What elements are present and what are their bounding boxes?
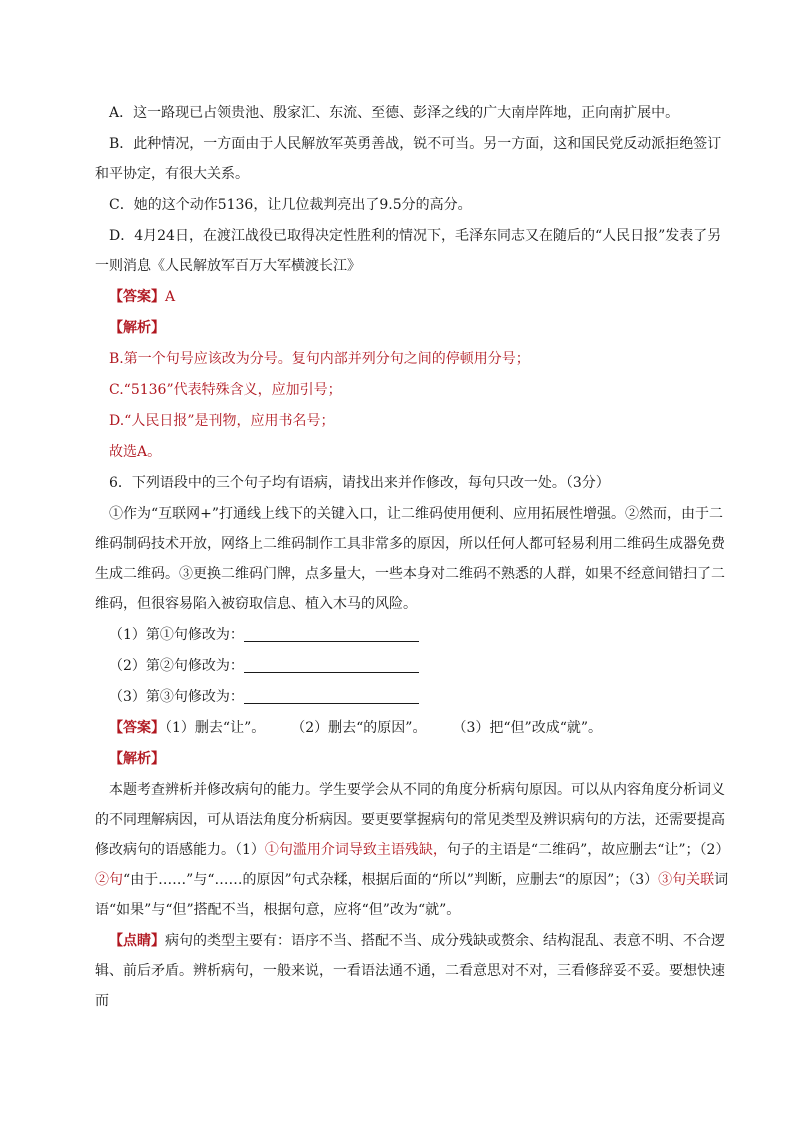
q6-analysis-part3: “由于……”与“……的原因”句式杂糅，根据后面的“所以”判断，应删去“的原因”；（3） [123, 872, 659, 888]
question-6-stem: 6．下列语段中的三个句子均有语病，请找出来并作修改，每句只改一处。（3分） [109, 475, 610, 491]
q6-analysis-part2: 句子的主语是“二维码”，故应删去“让”；（2） [446, 842, 730, 858]
option-a: A．这一路现已占领贵池、殷家汇、东流、至德、彭泽之线的广大南岸阵地，正向南扩展中。 [109, 105, 680, 121]
revision-line-1 [95, 620, 731, 650]
revision-label-2: （2）第②句修改为： [109, 658, 244, 674]
analysis-c: C.“5136”代表特殊含义，应加引号； [109, 382, 342, 398]
q6-analysis-red2: ②句 [95, 872, 123, 888]
q6-answer-label: 【答案】 [109, 720, 165, 736]
analysis-label: 【解析】 [109, 320, 165, 336]
revision-line-3 [95, 682, 731, 712]
q6-analysis-heading [95, 744, 731, 774]
conclusion: 故选A。 [109, 444, 162, 460]
option-c: C．她的这个动作5136，让几位裁判亮出了9.5分的高分。 [109, 197, 472, 213]
answer-blank-2[interactable] [244, 656, 419, 673]
answer-label: 【答案】 [109, 289, 165, 305]
q6-answer-1: （1）删去“让”。 [165, 720, 266, 736]
document-body [95, 98, 731, 1016]
q6-analysis-red3: ③句关联 [658, 872, 715, 888]
q6-answer-3: （3）把“但”改成“就”。 [452, 720, 603, 736]
question-6-passage: ①作为“互联网+”打通线上线下的关键入口，让二维码使用便利、应用拓展性增强。②然而，由于二维码制码技术开放，网络上二维码制作工具非常多的原因，所以任何人都可轻易利用二维码生成器免费生成二维码。③更换二维码门牌，点多量大，一些本身对二维码不熟悉的人群，如果不经意间错扫了二维码，但很容易陷入被窃取信息、植入木马的风险。 [95, 506, 725, 612]
q6-analysis-label: 【解析】 [109, 751, 165, 767]
answer-line [95, 282, 731, 312]
q6-analysis [95, 775, 731, 925]
q6-answer-2: （2）删去“的原因”。 [291, 720, 427, 736]
q6-analysis-red1: ①句滥用介词导致主语残缺， [264, 842, 447, 858]
analysis-d: D.“人民日报”是刊物，应用书名号； [109, 413, 335, 429]
revision-line-2 [95, 651, 731, 681]
analysis-b: B.第一个句号应该改为分号。复句内部并列分句之间的停顿用分号； [109, 351, 530, 367]
q6-answer-line [95, 713, 731, 743]
q6-analysis-part4: 词语“如果”与“但”搭配不当，根据句意，应将“但”改为“就”。 [95, 872, 729, 918]
option-b: B．此种情况，一方面由于人民解放军英勇善战，锐不可当。另一方面，这和国民党反动派拒绝签订和平协定，有很大关系。 [95, 136, 722, 182]
answer-blank-1[interactable] [244, 625, 419, 642]
analysis-heading [95, 313, 731, 343]
tip-text: 病句的类型主要有：语序不当、搭配不当、成分残缺或赘余、结构混乱、表意不明、不合逻辑、前后矛盾。辨析病句，一般来说，一看语法通不通，二看意思对不对，三看修辞妥不妥。要想快速而 [95, 933, 725, 1009]
tip-paragraph [95, 926, 731, 1016]
answer-value: A [165, 289, 176, 305]
q6-analysis-part1: 本题考查辨析并修改病句的能力。学生要学会从不同的角度分析病句原因。可以从内容角度分析词义的不同理解病因，可从语法角度分析病因。要更要掌握病句的常见类型及辨识病句的方法，还需要提高修改病句的语感能力。（1） [95, 782, 725, 858]
tip-label: 【点睛】 [109, 933, 165, 949]
option-d: D．4月24日，在渡江战役已取得决定性胜利的情况下，毛泽东同志又在随后的“人民日报”发表了另一则消息《人民解放军百万大军横渡长江》 [95, 228, 722, 274]
revision-label-1: （1）第①句修改为： [109, 627, 244, 643]
revision-label-3: （3）第③句修改为： [109, 689, 244, 705]
answer-blank-3[interactable] [244, 687, 419, 704]
